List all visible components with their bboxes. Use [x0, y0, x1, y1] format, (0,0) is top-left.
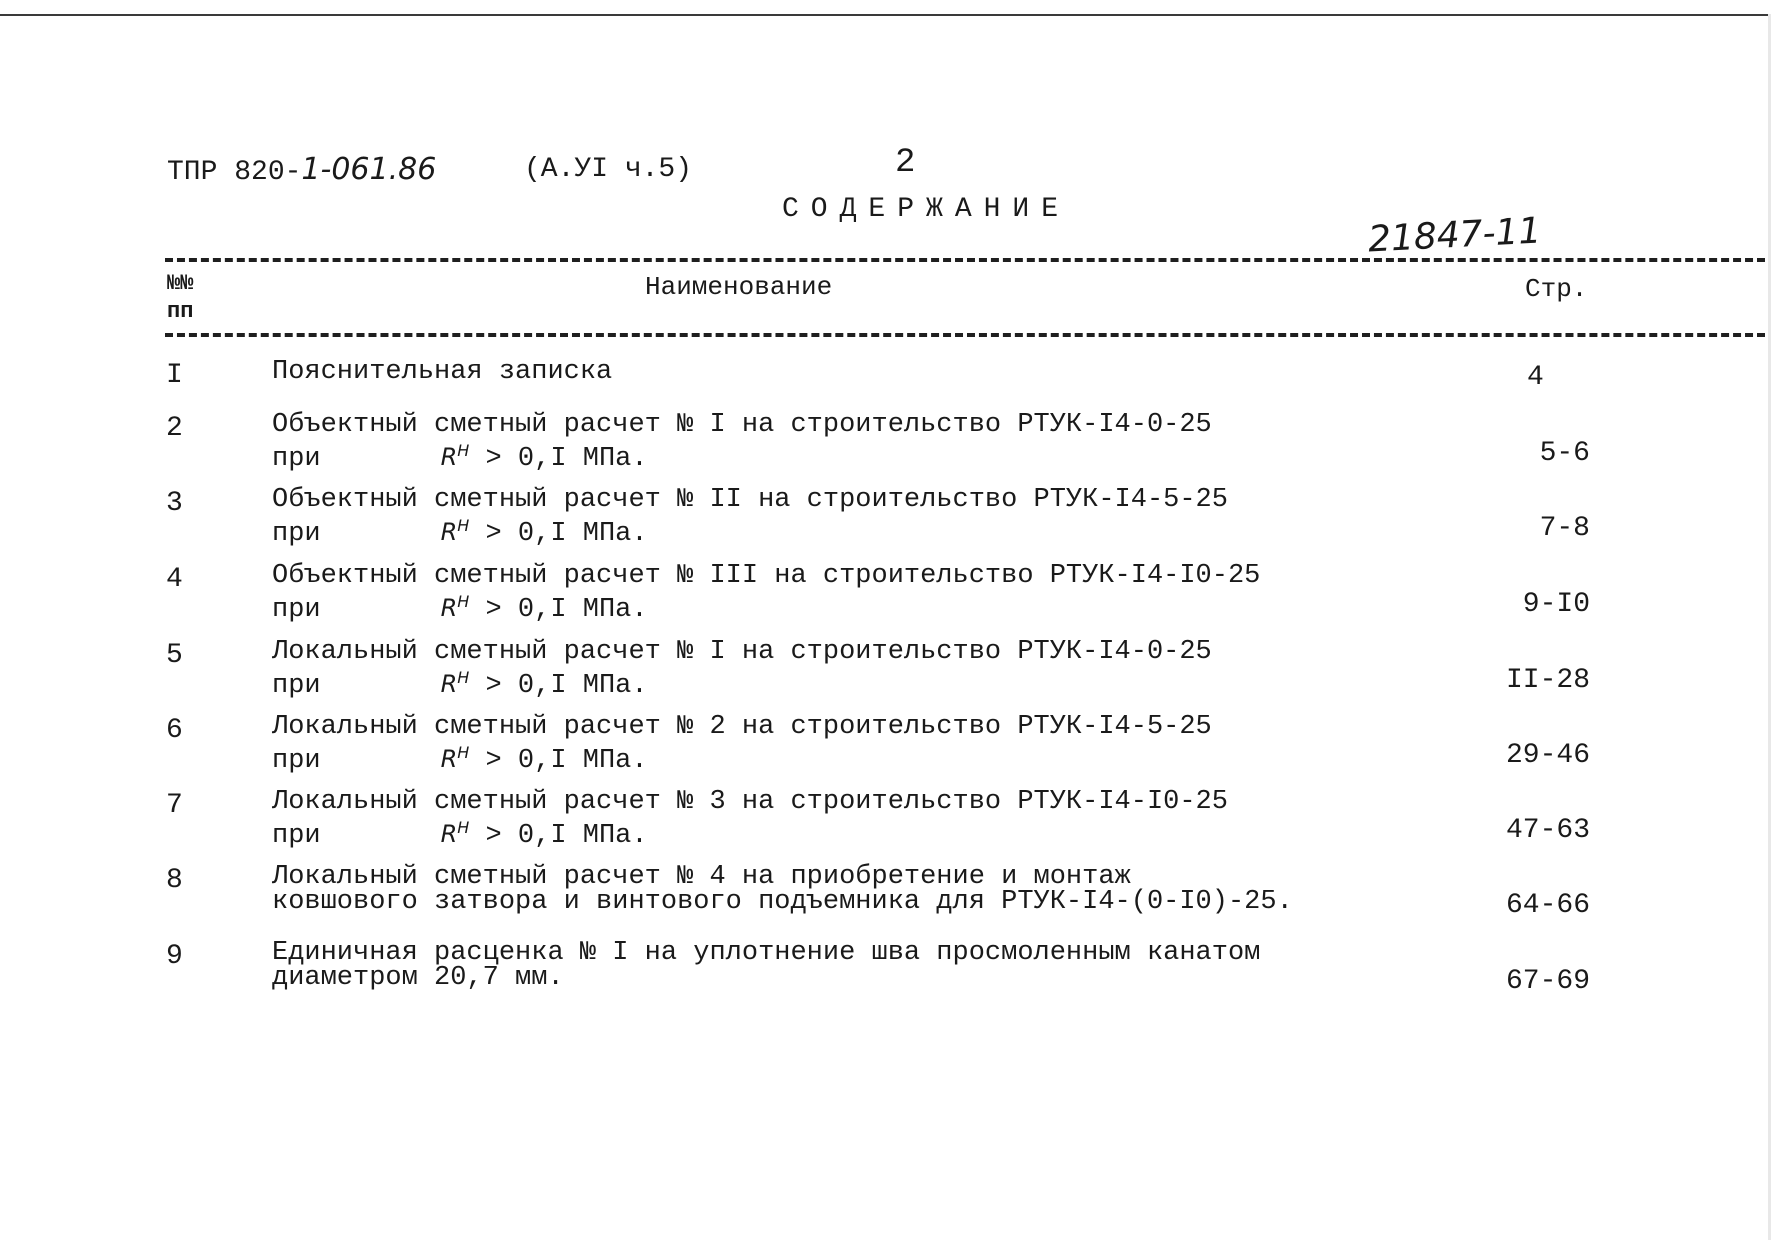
item-title: [272, 712, 1212, 776]
item-title-line2: ковшового затвора и винтового подъемника для РТУК-I4-(0-I0)-25.: [272, 887, 1293, 917]
pressure-symbol: $R^Н$: [440, 516, 470, 546]
item-number: 9: [166, 941, 183, 972]
item-title-line2-post: > 0,I МПа.: [485, 595, 648, 625]
item-title: [272, 637, 1212, 701]
item-title: [272, 787, 1228, 851]
item-title-line2-post: > 0,I МПа.: [485, 444, 648, 474]
item-title-line2-pre: при: [272, 595, 321, 625]
item-title-line2-pre: при: [272, 444, 321, 474]
series-label: (А.УI ч.5): [524, 154, 693, 185]
scan-edge-line: [0, 14, 1771, 16]
item-title: [272, 938, 1261, 993]
item-title-line1: Локальный сметный расчет № 3 на строительство РТУК-I4-I0-25: [272, 787, 1228, 817]
item-page: 7-8: [1539, 513, 1590, 544]
page-title: СОДЕРЖАНИЕ: [782, 194, 1071, 225]
document-code: [167, 152, 436, 188]
pressure-symbol: $R^Н$: [440, 592, 470, 622]
item-title-line2-pre: при: [272, 821, 321, 851]
item-title-line2-pre: при: [272, 519, 321, 549]
table-header-rule: [165, 333, 1765, 337]
item-title: [272, 485, 1228, 549]
item-page: II-28: [1505, 665, 1590, 696]
item-title-line1: Объектный сметный расчет № II на строительство РТУК-I4-5-25: [272, 485, 1228, 515]
item-title: [272, 357, 613, 387]
item-page: 64-66: [1505, 890, 1590, 921]
item-title-line2: диаметром 20,7 мм.: [272, 963, 564, 993]
column-header-name: Наименование: [645, 272, 833, 302]
item-title-line2-post: > 0,I МПа.: [485, 821, 648, 851]
item-number: I: [166, 360, 183, 391]
item-page: 47-63: [1505, 815, 1590, 846]
item-title: [272, 561, 1261, 625]
item-title-line2-pre: при: [272, 746, 321, 776]
page-number: 2: [895, 144, 916, 182]
item-title-line2-post: > 0,I МПа.: [485, 671, 648, 701]
item-title-line1: Локальный сметный расчет № I на строительство РТУК-I4-0-25: [272, 637, 1212, 667]
item-page: 4: [1527, 362, 1544, 393]
item-title-line2-pre: при: [272, 671, 321, 701]
item-page: 67-69: [1505, 966, 1590, 997]
item-title: [272, 410, 1212, 474]
item-number: 8: [166, 865, 183, 896]
item-title-line2-post: > 0,I МПа.: [485, 746, 648, 776]
item-title-line1: Локальный сметный расчет № 4 на приобретение и монтаж: [272, 862, 1131, 892]
item-number: 2: [166, 413, 183, 444]
item-title: [272, 862, 1293, 917]
inventory-number: 21847-11: [1367, 210, 1543, 261]
item-title-line1: Объектный сметный расчет № I на строительство РТУК-I4-0-25: [272, 410, 1212, 440]
item-number: 4: [166, 564, 183, 595]
item-title-line1: Единичная расценка № I на уплотнение шва просмоленным канатом: [272, 938, 1261, 968]
pressure-symbol: $R^Н$: [440, 818, 470, 848]
column-header-number: [167, 270, 193, 326]
item-title-line1: Объектный сметный расчет № III на строительство РТУК-I4-I0-25: [272, 561, 1261, 591]
item-title-line1: Пояснительная записка: [272, 357, 613, 387]
item-title-line1: Локальный сметный расчет № 2 на строительство РТУК-I4-5-25: [272, 712, 1212, 742]
item-number: 3: [166, 488, 183, 519]
item-page: 29-46: [1505, 740, 1590, 771]
column-header-number-line2: пп: [167, 299, 194, 324]
item-page: 9-I0: [1522, 589, 1590, 620]
pressure-symbol: $R^Н$: [440, 441, 470, 471]
item-number: 7: [166, 790, 183, 821]
table-top-rule: [165, 258, 1765, 262]
pressure-symbol: $R^Н$: [440, 668, 470, 698]
document-code-prefix: ТПР 820-: [167, 157, 302, 188]
document-code-handwritten: 1-061.86: [301, 152, 437, 187]
column-header-page: Стр.: [1525, 274, 1588, 304]
item-title-line2-post: > 0,I МПа.: [485, 519, 648, 549]
item-page: 5-6: [1539, 438, 1590, 469]
column-header-number-line1: №№: [167, 271, 194, 296]
pressure-symbol: $R^Н$: [440, 743, 470, 773]
item-number: 6: [166, 715, 183, 746]
item-number: 5: [166, 640, 183, 671]
